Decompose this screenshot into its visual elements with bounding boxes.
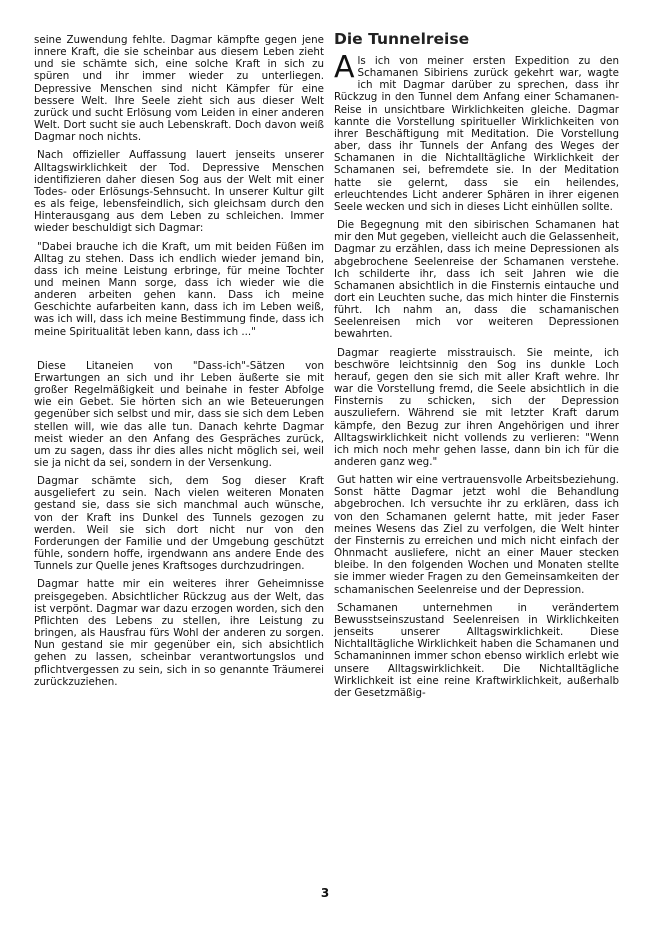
paragraph: Dagmar hatte mir ein weiteres ihrer Geheimnisse preisgegeben. Absichtlicher Rückzug aus der Welt, das ist verpönt. Dagmar war dazu erzogen worden, sich den Pflichten des Lebens zu stellen, ihre Leistung zu bringen, als Hausfrau fürs Wohl der anderen zu sorgen. Nun gestand sie mir gegenüber ein, sich absichtlich gehen zu lassen, scheinbar verantwortungslos und pflichtvergessen zu sein, sich in so genannte Träumerei zurückzuziehen. [34, 578, 324, 688]
paragraph: Nach offizieller Auffassung lauert jenseits unserer Alltagswirklichkeit der Tod. Depressive Menschen identifizieren daher diesen Sog aus der Welt mit einer Todes- oder Erlösungs-Sehnsucht. In unserer Kultur gilt es als feige, lebensfeindlich, sich gleichsam durch den Hinterausgang aus dem Leben zu schleichen. Immer wieder beschuldigt sich Dagmar: [34, 149, 324, 235]
quote-paragraph: "Dabei brauche ich die Kraft, um mit beiden Füßen im Alltag zu stehen. Dass ich endlich wieder jemand bin, dass ich meine Leistung erbringe, für meine Tochter und meinen Mann sorge, dass ich wieder wie die anderen arbeiten gehen kann. Dass ich meine Geschichte aufarbeiten kann, dass ich im Leben weiß, was ich will, dass ich meine Bestimmung finde, dass ich meine Spiritualität leben kann, dass ich ..." [34, 240, 324, 338]
first-paragraph [334, 50, 619, 213]
paragraph: seine Zuwendung fehlte. Dagmar kämpfte gegen jene innere Kraft, die sie scheinbar aus diesem Leben zieht und sie schämte sich, eine solche Kraft in sich zu spüren und ihr immer wieder zu unterliegen. Depressive Menschen sind nicht Kämpfer für eine bessere Welt. Ihre Seele zieht sich aus dieser Welt zurück und sucht Erlösung vom Leiden in einer anderen Welt. Dort sucht sie auch Lebenskraft. Doch davon weiß Dagmar noch nichts. [34, 34, 324, 144]
paragraph: Schamanen unternehmen in verändertem Bewusstseinszustand Seelenreisen in Wirklichkeiten jenseits unserer Alltagswirklichkeit. Diese Nichtalltägliche Wirklichkeit haben die Schamanen und Schamaninnen immer schon ebenso wirklich erlebt wie unsere Alltagswirklichkeit. Die Nichtalltägliche Wirklichkeit ist eine reine Kraftwirklichkeit, außerhalb der Gesetzmäßig- [334, 601, 619, 699]
section-heading: Die Tunnelreise [334, 30, 470, 48]
page-number: 3 [320, 886, 330, 900]
paragraph: Die Begegnung mit den sibirischen Schamanen hat mir den Mut gegeben, vielleicht auch die Gelassenheit, Dagmar zu erzählen, dass ich meine Depressionen als abgebrochene Seelenreise der Schamanen verstehe. Ich schilderte ihr, dass ich seit Jahren wie die Schamanen absichtlich in die Finsternis eintauche und dort ein Leuchten suche, das mich hinter die Finsternis führt. Ich nahm an, dass die schamanischen Seelenreisen mich vor weiteren Depressionen bewahrten. [334, 219, 619, 341]
left-column [34, 34, 324, 694]
right-column [334, 30, 619, 705]
paragraph: Dagmar schämte sich, dem Sog dieser Kraft ausgeliefert zu sein. Nach vielen weiteren Monaten gestand sie, dass sie sich manchmal auch wünsche, von der Kraft ins Dunkel des Tunnels gezogen zu werden. Weil sie sich dort nicht nur von den Forderungen der Familie und der Umgebung geschützt fühle, sondern hoffe, irgendwann ans andere Ende des Tunnels zur Quelle jenes Kraftsoges durchzudringen. [34, 475, 324, 573]
paragraph: Dagmar reagierte misstrauisch. Sie meinte, ich beschwöre leichtsinnig den Sog ins dunkle Loch herauf, gegen den sie sich mit aller Kraft wehre. Ihr war die Vorstellung fremd, die Seele absichtlich in die Finsternis zu schicken, sich der Depression auszuliefern. Während sie mit letzter Kraft darum kämpfe, den Bezug zur ihren Angehörigen und ihrer Alltagswirklichkeit nicht vollends zu verlieren: "Wenn ich mich noch mehr gehen lasse, dann bin ich für die anderen ganz weg." [334, 346, 619, 468]
paragraph: Gut hatten wir eine vertrauensvolle Arbeitsbeziehung. Sonst hätte Dagmar jetzt wohl die Behandlung abgebrochen. Ich versuchte ihr zu erklären, dass ich von den Schamanen gelernt hatte, mit jeder Faser meines Wesens das Ziel zu verfolgen, die Welt hinter der Finsternis zu erreichen und mich nicht einfach der Ohnmacht ausliefere, nicht an einer Mauer stecken bleibe. In den folgenden Wochen und Monaten stellte sie immer wieder Fragen zu den Gemeinsamkeiten der schamanischen Seelenreise und der Depression. [334, 474, 619, 596]
first-paragraph-text: ls ich von meiner ersten Expedition zu den Schamanen Sibiriens zurück gekehrt war, wagte ich mit Dagmar darüber zu sprechen, dass ihr Rückzug in den Tunnel dem Anfang einer Schamanen-Reise in unsichtbare Wirklichkeiten gleiche. Dagmar kannte die Vorstellung spiritueller Wirklichkeiten von ihrer Beschäftigung mit Meditation. Die Vorstellung aber, dass ihr Tunnels der Anfang des Weges der Schamanen in die Nichtalltägliche Wirklichkeit der Schamanen sei, befremdete sie. In der Meditation hatte sie gelernt, dass sie ein heilendes, erleuchtendes Licht anderer Sphären in ihrer eigenen Seele wecken und sich in dieses Licht einhüllen sollte. [334, 55, 619, 213]
paragraph: Diese Litaneien von "Dass-ich"-Sätzen von Erwartungen an sich und ihr Leben äußerte sie mit großer Regelmäßigkeit und beinahe in fester Abfolge wie ein Gebet. Sie hörten sich an wie Beteuerungen gegenüber sich selbst und mir, dass sie sich dem Leben stellen will, wie das alle tun. Danach kehrte Dagmar meist wieder an den Anfang des Gespräches zurück, um zu sagen, dass ihr dies alles nicht möglich sei, weil sie ja nicht da sei, sondern in der Versenkung. [34, 359, 324, 469]
drop-cap: A [334, 50, 355, 85]
